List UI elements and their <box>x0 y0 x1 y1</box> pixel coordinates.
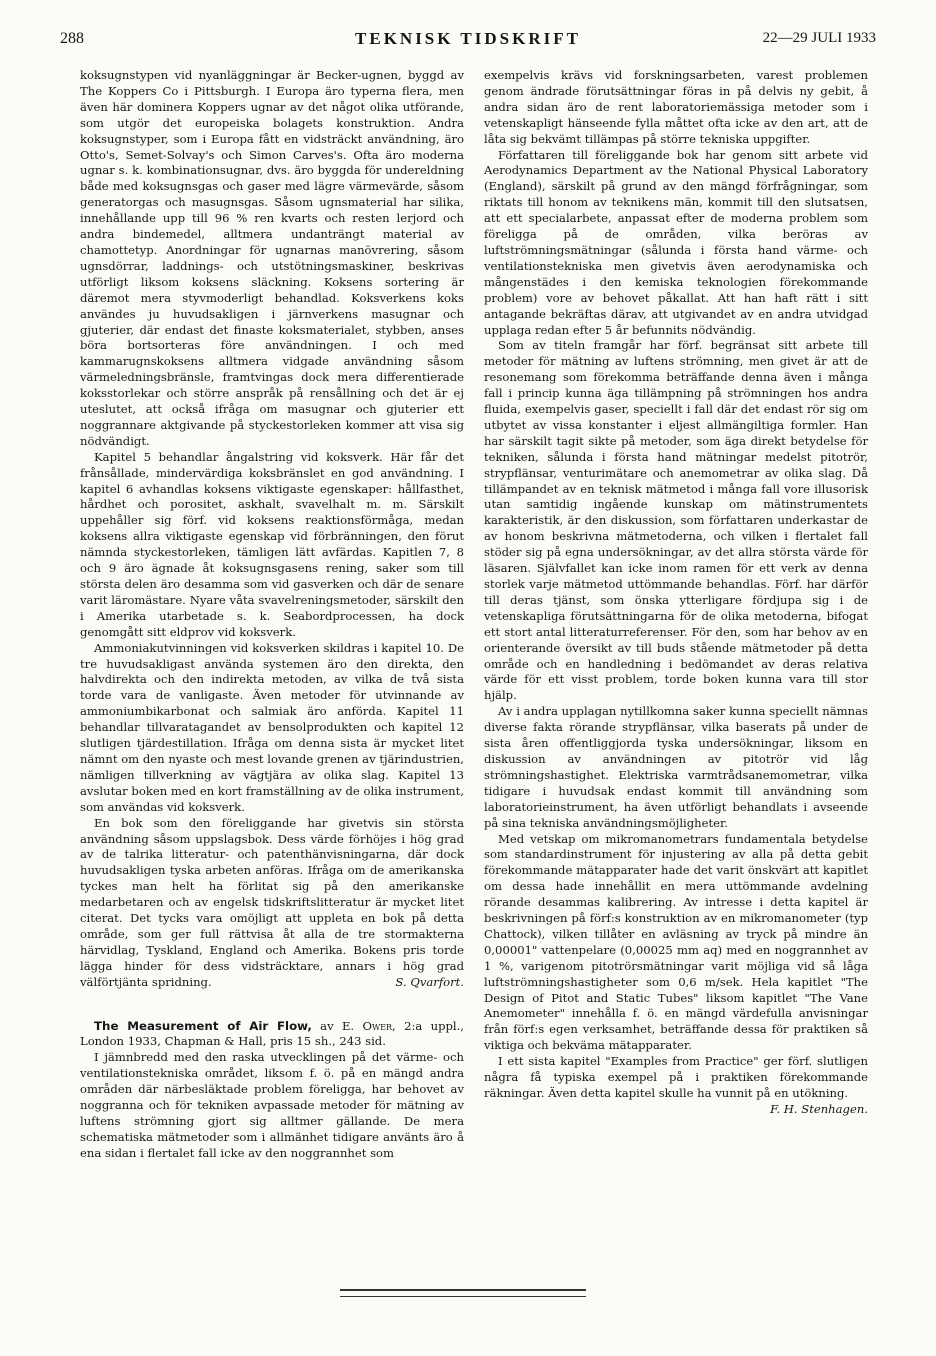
paragraph: Ammoniakutvinningen vid koksverken skildras i kapitel 10. De tre huvudsakligast använda systemen äro den direkta, den halvdirekta och den indirekta metoden, av vilka de två sista torde vara de vanligaste. Även metoder för utvinnande av ammoniumbikarbonat och salmiak äro anförda. Kapitel 11 behandlar tillvaratagandet av bensolprodukten och kapitel 12 slutligen tjärdestillation. Ifråga om denna sista är mycket litet nämnt om den nyaste och mest lovande grenen av tjärindustrien, nämligen tillverkning av vägtjära av olika slag. Kapitel 13 avslutar boken med en kort framställning av de olika instrument, som användas vid koksverk. <box>80 640 464 814</box>
left-column <box>80 68 464 1162</box>
paragraph <box>484 1054 868 1116</box>
paragraph: exempelvis krävs vid forskningsarbeten, varest problemen genom ändrade förutsättningar föras in på delvis ny gebit, å andra sidan äro de rent laboratoriemässiga metoder som i vetenskapligt hänseende fylla måttet ofta icke av den art, att de låta sig bekvämt tillämpas på större tekniska uppgifter. <box>484 68 868 146</box>
paragraph: koksugnstypen vid nyanläggningar är Becker-ugnen, byggd av The Koppers Co i Pittsburgh. I Europa äro typerna flera, men även här dominera Koppers ugnar av det något olika utförande, som utgör det europeiska bolagets konstruktion. Andra koksugnstyper, som i Europa fått en vidsträckt användning, äro Otto's, Semet-Solvay's och Simon Carves's. Ofta äro moderna ugnar s. k. kombinationsugnar, dvs. äro byggda för undereldning både med koksugnsgas och gaser med lägre värmevärde, såsom generatorgas och masugnsgas. Såsom ugnsmaterial har silika, innehållande upp till 96 % ren kvarts och resten lerjord och andra bindemedel, alltmera undanträngt material av chamottetyp. Anordningar för ugnarnas manövrering, såsom ugnsdörrar, laddnings- och utstötningsmaskiner, beskrivas utförligt liksom koksens släckning. Koksens sortering är däremot mera styvmoderligt behandlad. Koksverkens koks användes ju huvudsakligen i järnverkens masugnar och gjuterier, där endast det finaste koksmaterialet, stybben, anses böra bortsorteras före användningen. I och med kammarugnskoksens alltmera vidgade användning såsom värmeledningsbränsle, framtvingas dock mera differentierade koksstorlekar och större anspråk på rensållning och det är ej uteslutet, att också ifråga om masugnar och gjuterier ett noggrannare aktgivande på styckestorleken kommer att visa sig nödvändigt. <box>80 68 464 448</box>
paragraph: Som av titeln framgår har förf. begränsat sitt arbete till metoder för mätning av luftens strömning, men givet är att de resonemang som förekomma beträffande denna även i många fall i princip kunna äga tillämpning på strömningen hos andra fluida, exempelvis gaser, speciellt i fall där det endast rör sig om utbytet av vissa konstanter i eljest allmängiltiga formler. Han har särskilt tagit sikte på metoder, som äga direkt betydelse för tekniken, sålunda i första hand mätningar medelst pitotrör, strypflänsar, venturimätare och anemometrar av olika slag. Då tillämpandet av en teknisk mätmetod i många fall vore illusorisk utan samtidig ingående kunskap om mätinstrumentets karakteristik, är den diskussion, som författaren underkastar de av honom beskrivna mätmetoderna, och vilken i flertalet fall stöder sig på egna undersökningar, av det allra största värde för läsaren. Självfallet kan icke inom ramen för ett verk av denna storlek varje mätmetod uttömmande behandlas. Förf. har därför till deras tjänst, som önska ytterligare fördjupa sig i de vetenskapliga förutsättningarna för de olika metoderna, bifogat ett stort antal litteraturreferenser. För den, som har behov av en orienterande översikt av till buds stående mätmetoder på detta område och en handledning i bedömandet av deras relativa värde för ett visst problem, torde boken kunna vara till stor hjälp. <box>484 338 868 703</box>
review-author-prefix: av <box>320 1018 334 1033</box>
paragraph <box>80 816 464 991</box>
paragraph-text: En bok som den föreliggande har givetvis sin största användning såsom uppslagsbok. Dess värde förhöjes i hög grad av de talrika litteratur- och patenthänvisningarna, där dock huvudsakligen tyska arbeten anföras. Ifråga om de amerikanska tyckes man helt ha förlitat sig på den amerikanske medarbetaren och av engelsk tidskriftslitteratur är mycket litet citerat. Det tycks vara omöjligt att uppleta en bok på detta område, som ger full rättvisa åt alla de tre stormakterna härvidlag, Tyskland, England och Amerika. Bokens pris torde lägga hinder för dess vidsträcktare, annars i hög grad välförtjänta spridning. <box>80 815 464 989</box>
paragraph: I jämnbredd med den raska utvecklingen på det värme- och ventilationstekniska området, liksom f. ö. på en mängd andra områden där närbesläktade problem föreligga, har behovet av noggranna och för tekniken avpassade metoder för mätning av luftens strömning gjort sig alltmer gällande. De mera schematiska mätmetoder som i allmänhet tidigare använts äro å ena sidan i flertalet fall icke av den noggrannhet som <box>80 1050 464 1160</box>
review-heading <box>80 1019 464 1051</box>
paragraph-text: I ett sista kapitel "Examples from Practice" ger förf. slutligen några få typiska exempel på i praktiken förekommande räkningar. Även detta kapitel skulle ha vunnit på en utökning. <box>484 1054 868 1100</box>
review-author: E. Ower, <box>341 1018 396 1033</box>
right-column <box>484 68 868 1118</box>
paragraph: Av i andra upplagan nytillkomna saker kunna speciellt nämnas diverse fakta rörande strypflänsar, vilka baserats på under de sista åren offentliggjorda tyska undersökningar, liksom en diskussion av användningen av pitotrör vid låg strömningshastighet. Elektriska varmtrådsanemometrar, vilka tidigare i huvudsak endast kommit till användning som laboratorieinstrument, ha även utförligt behandlats i avseende på sina tekniska användningsmöjligheter. <box>484 704 868 830</box>
page-header <box>60 30 876 56</box>
paragraph: Med vetskap om mikromanometrars fundamentala betydelse som standardinstrument för injustering av alla på detta gebit förekommande mätapparater hade det varit önskvärt att kapitlet om dessa hade innehållit en mera uttömmande avdelning rörande desammas kalibrering. Av intresse i detta kapitel är beskrivningen på förf:s konstruktion av en mikromanometer (typ Chattock), vilken tillåter en avläsning av tryck på mindre än 0,00001" vattenpelare (0,00025 mm aq) med en noggrannhet av 1 %, varigenom pitotrörsmätningar varit möjliga vid så låga luftströmningshastigheter som 0,6 m/sek. Hela kapitlet "The Design of Pitot and Static Tubes" liksom kapitlet "The Vane Anemometer" innehålla f. ö. en mängd värdefulla anvisningar från förf:s egen verksamhet, beträffande dessa för praktiken så viktiga och bekväma mätapparater. <box>484 831 868 1053</box>
review-title: The Measurement of Air Flow, <box>94 1018 312 1033</box>
journal-title: TEKNISK TIDSKRIFT <box>355 29 581 48</box>
section-end-rule <box>340 1289 586 1297</box>
signature-stenhagen: F. H. Stenhagen. <box>770 1101 868 1116</box>
signature-qvarfort: S. Qvarfort. <box>395 974 464 989</box>
review-details: 2:a uppl., London 1933, Chapman & Hall, pris 15 sh., 243 sid. <box>80 1018 464 1049</box>
issue-date: 22—29 JULI 1933 <box>762 30 876 46</box>
paragraph: Författaren till föreliggande bok har genom sitt arbete vid Aerodynamics Department av the National Physical Laboratory (England), särskilt på grund av den mängd förfrågningar, som riktats till honom av teknikens män, kommit till den slutsatsen, att ett specialarbete, anpassat efter de moderna problem som föreligga på de områden, vilka beröras av luftströmningsmätningar (sålunda i första hand värme- och ventilationstekniska men givetvis även aerodynamiska och mångenstädes i den kemiska teknologien förekommande problem) vore av behovet påkallat. Att han haft rätt i sitt antagande bekräftas därav, att utgivandet av en andra utvidgad upplaga redan efter 5 år befunnits nödvändig. <box>484 147 868 337</box>
paragraph: Kapitel 5 behandlar ångalstring vid koksverk. Här får det frånsållade, mindervärdiga koksbränslet en god användning. I kapitel 6 avhandlas koksens viktigaste egenskaper: hållfasthet, hårdhet och porositet, askhalt, svavelhalt m. m. Särskilt uppehåller sig förf. vid koksens reaktionsförmåga, medan koksens allra viktigaste egenskap vid förbränningen, den förut nämnda styckestorleken, tämligen lätt avfärdas. Kapitlen 7, 8 och 9 äro ägnade åt koksugnsgasens rening, saker som till största delen äro desamma som vid gasverken och där de senare varit läromästare. Nyare våta svavelreningsmetoder, särskilt den i Amerika utarbetade s. k. Seabordprocessen, ha dock genomgått sitt eldprov vid koksverk. <box>80 449 464 639</box>
page-number: 288 <box>60 30 84 47</box>
